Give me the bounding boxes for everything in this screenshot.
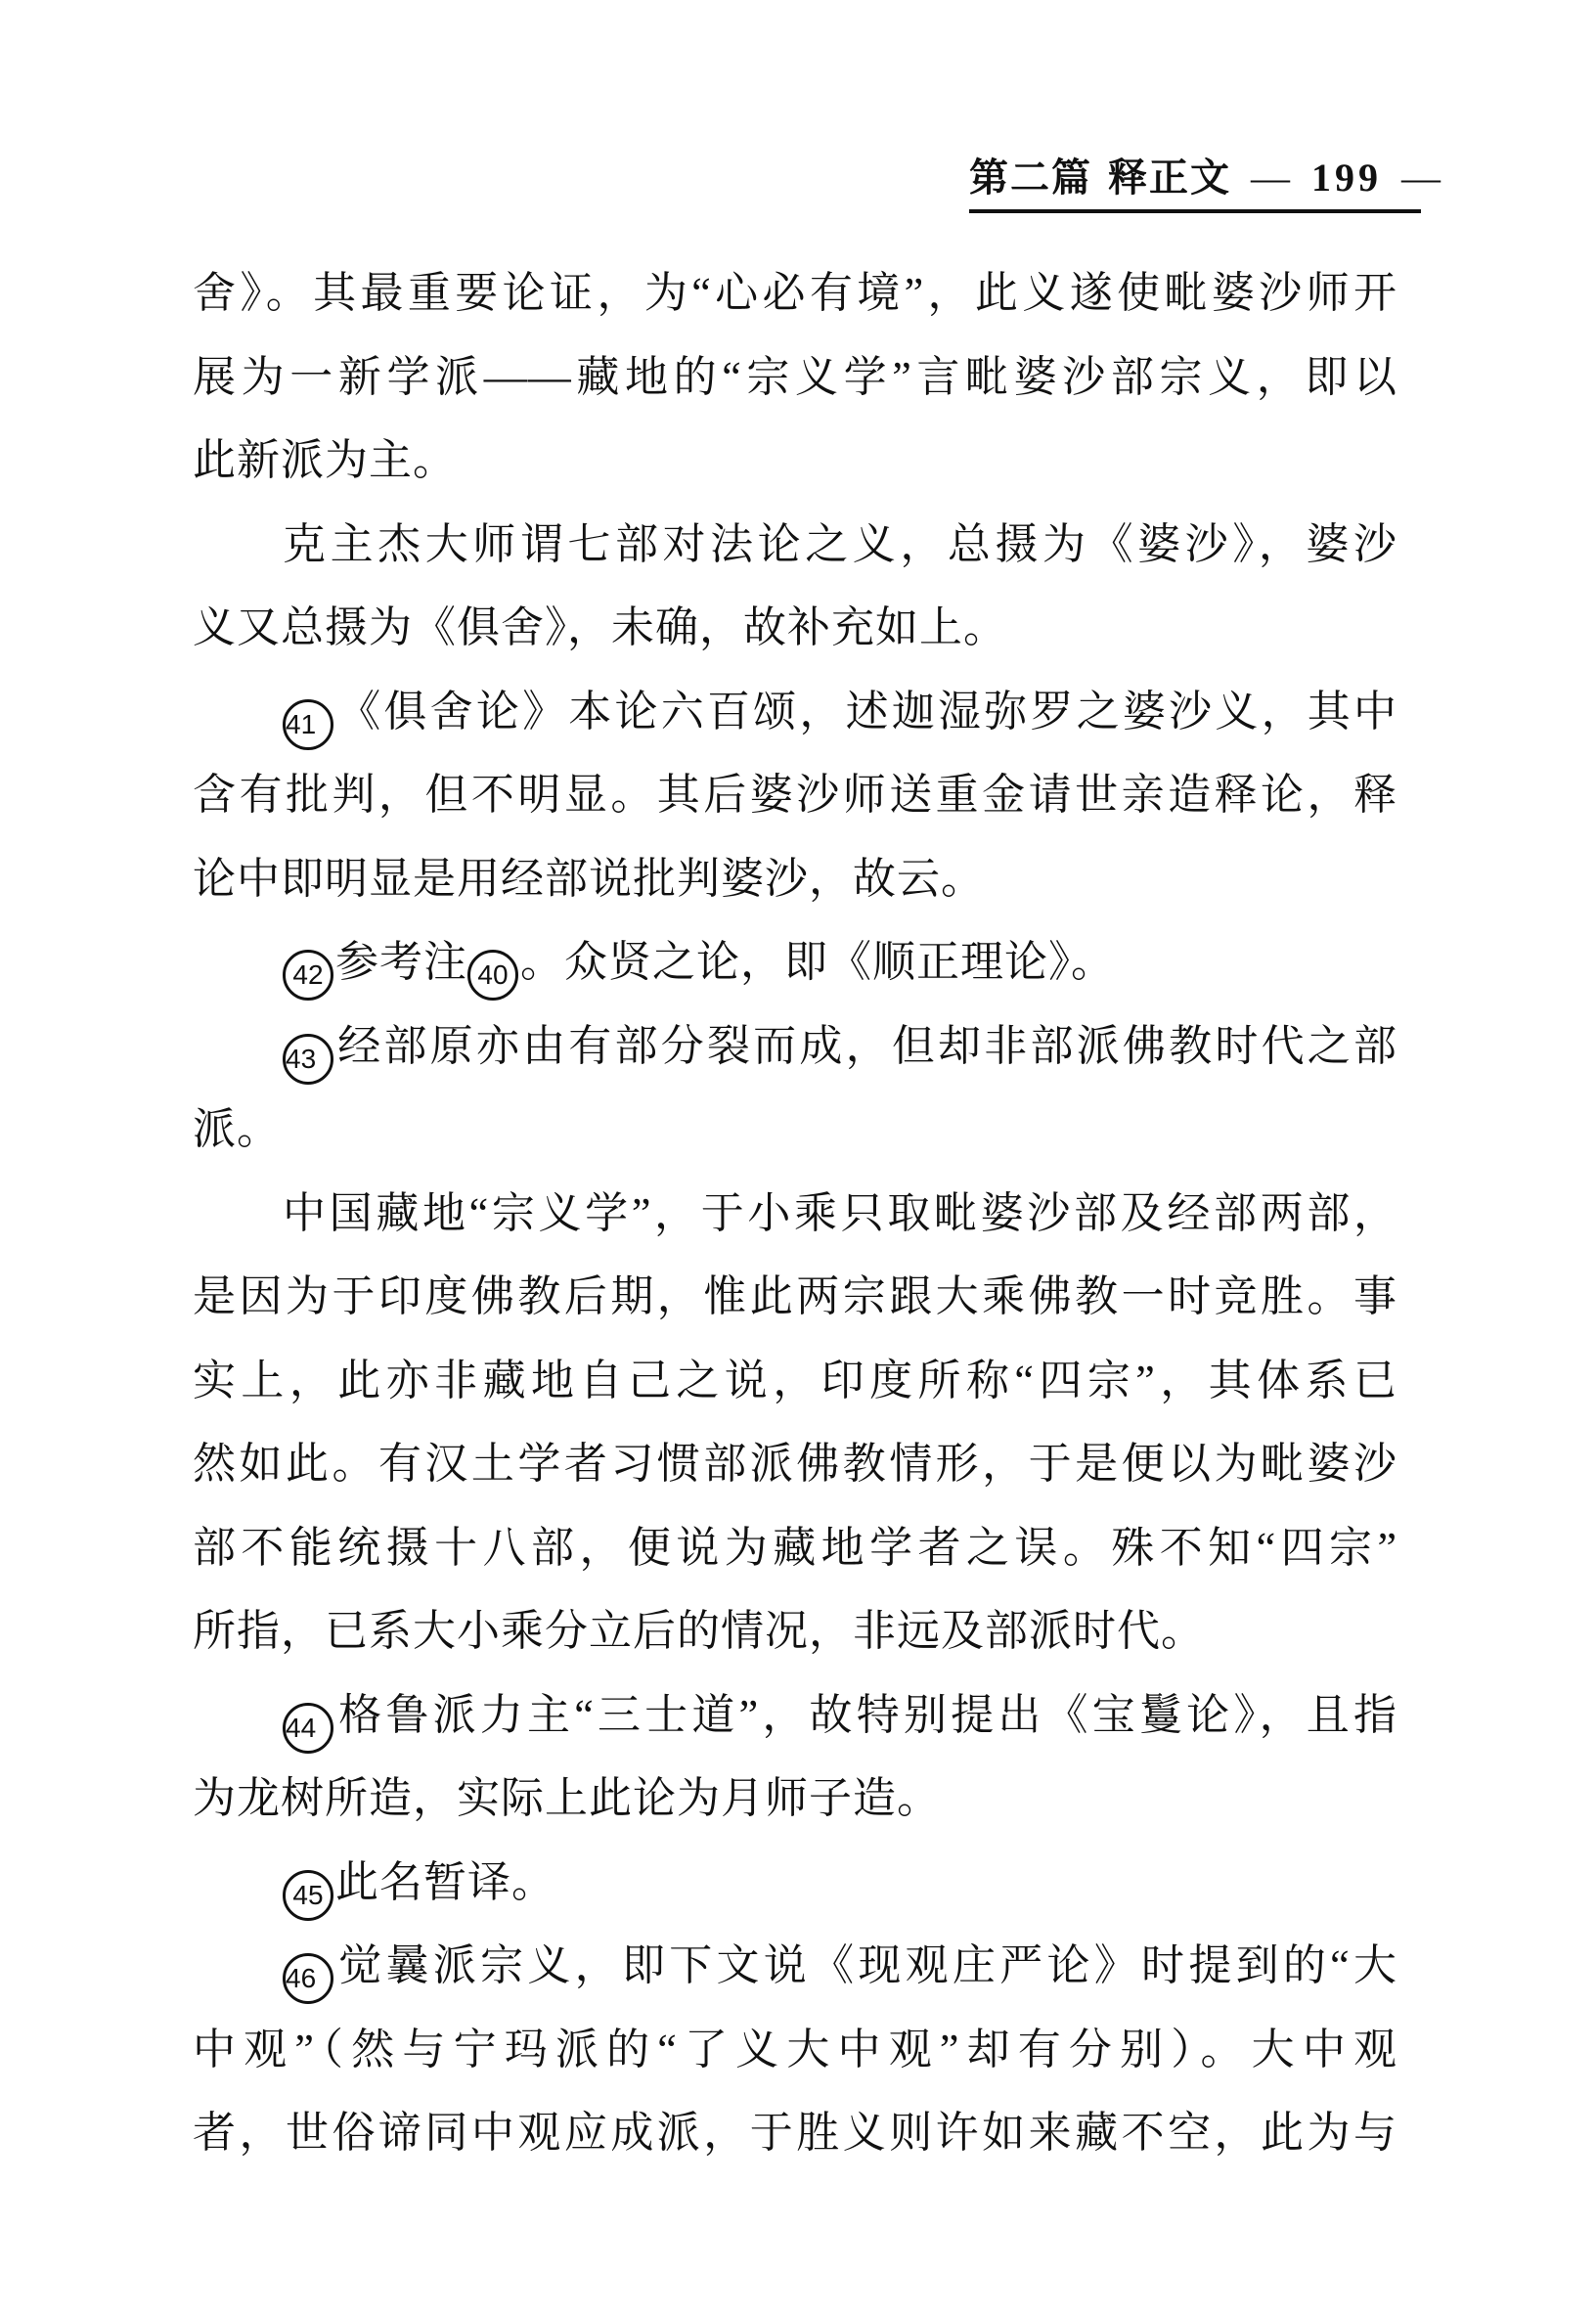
page-body (193, 251, 1397, 2175)
text-run: 论中即明显是用经部说批判婆沙，故云。 (193, 854, 985, 903)
text-run: 部不能统摄十八部，便说为藏地学者之误。殊不知“四宗” (193, 1523, 1397, 1572)
text-line (193, 1255, 1397, 1339)
text-line (193, 1589, 1397, 1673)
text-line (193, 920, 1397, 1004)
text-line (193, 503, 1397, 587)
text-run: 者，世俗谛同中观应成派，于胜义则许如来藏不空，此为与 (193, 2109, 1397, 2157)
text-line (193, 1924, 1397, 2008)
text-line (193, 670, 1397, 754)
text-line (193, 1673, 1397, 1758)
circled-note-number: 40 (467, 950, 518, 1001)
text-run: 经部原亦由有部分裂而成，但却非部派佛教时代之部 (335, 1021, 1397, 1070)
text-run: 是因为于印度佛教后期，惟此两宗跟大乘佛教一时竞胜。事 (193, 1272, 1397, 1320)
text-run: 此新派为主。 (193, 436, 457, 484)
text-line (193, 1422, 1397, 1506)
text-run: 派。 (193, 1105, 281, 1153)
text-line (193, 419, 1397, 503)
text-line (193, 1339, 1397, 1423)
text-line (193, 1506, 1397, 1590)
text-run: 格鲁派力主“三士道”，故特别提出《宝鬘论》，且指 (335, 1690, 1397, 1739)
header-section-label: 第二篇 (969, 156, 1092, 200)
text-line (193, 586, 1397, 670)
text-run: 实上，此亦非藏地自己之说，印度所称“四宗”，其体系已 (193, 1356, 1397, 1404)
text-line (193, 2091, 1397, 2175)
text-line (193, 335, 1397, 420)
text-line (193, 1841, 1397, 1925)
text-line (193, 753, 1397, 837)
circled-note-number: 43 (283, 1034, 333, 1085)
text-line (193, 2008, 1397, 2092)
text-line (193, 251, 1397, 335)
circled-note-number: 45 (283, 1870, 333, 1921)
text-run: 中国藏地“宗义学”，于小乘只取毗婆沙部及经部两部， (283, 1188, 1397, 1237)
text-run: 克主杰大师谓七部对法论之义，总摄为《婆沙》，婆沙 (283, 519, 1397, 568)
text-run: 此名暂译。 (335, 1857, 555, 1906)
text-run: 含有批判，但不明显。其后婆沙师送重金请世亲造释论，释 (193, 771, 1397, 819)
text-line (193, 837, 1397, 921)
header-dash-right: — (1401, 156, 1442, 200)
header-page-number: 199 (1311, 156, 1382, 200)
text-run: 所指，已系大小乘分立后的情况，非远及部派时代。 (193, 1607, 1205, 1655)
circled-note-number: 44 (283, 1703, 333, 1754)
text-run: 觉曩派宗义，即下文说《现观庄严论》时提到的“大 (335, 1941, 1397, 1989)
header-dash-left: — (1251, 156, 1292, 200)
text-run: 然如此。有汉土学者习惯部派佛教情形，于是便以为毗婆沙 (193, 1440, 1397, 1488)
page-header (969, 156, 1442, 213)
text-run: 参考注 (335, 938, 467, 986)
text-run: 《俱舍论》本论六百颂，述迦湿弥罗之婆沙义，其中 (335, 687, 1397, 735)
text-run: 义又总摄为《俱舍》，未确，故补充如上。 (193, 603, 1007, 651)
text-line (193, 1172, 1397, 1256)
circled-note-number: 42 (283, 950, 333, 1001)
text-run: 中观”（然与宁玛派的“了义大中观”却有分别）。大中观 (193, 2025, 1397, 2073)
circled-note-number: 46 (283, 1953, 333, 2004)
text-line (193, 1757, 1397, 1841)
text-line (193, 1088, 1397, 1172)
header-chapter-title: 释正文 (1108, 156, 1231, 200)
text-run: 为龙树所造，实际上此论为月师子造。 (193, 1774, 941, 1822)
text-run: 展为一新学派——藏地的“宗义学”言毗婆沙部宗义，即以 (193, 352, 1397, 401)
text-line (193, 1004, 1397, 1089)
circled-note-number: 41 (283, 699, 333, 750)
text-run: 。众贤之论，即《顺正理论》。 (520, 938, 1115, 986)
text-run: 舍》。其最重要论证，为“心必有境”，此义遂使毗婆沙师开 (193, 269, 1397, 317)
